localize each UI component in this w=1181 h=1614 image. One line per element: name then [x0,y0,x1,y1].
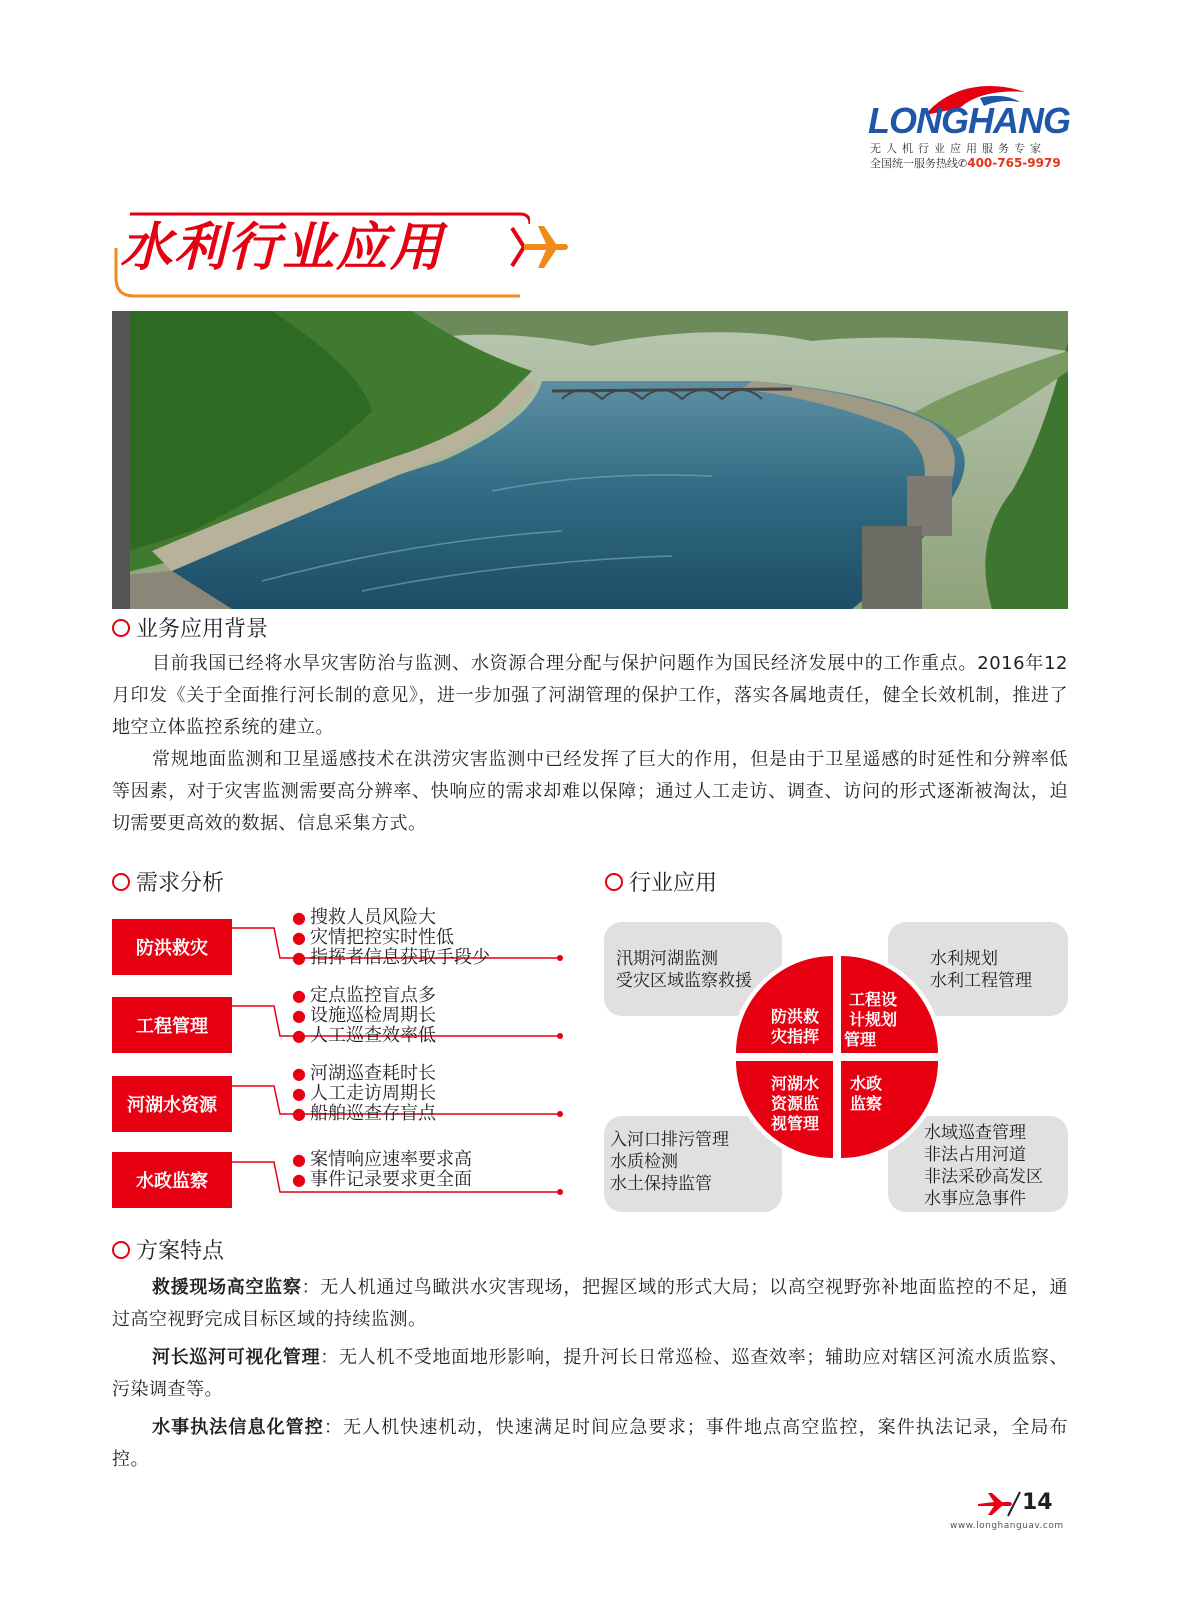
card-line: 受灾区域监察救援 [616,971,752,991]
quadrant-label-flood: 防洪救 灾指挥 [770,1007,819,1046]
section-heading-text: 方案特点 [136,1239,225,1264]
solution-item: 水事执法信息化管控：无人机快速机动，快速满足时间应急要求；事件地点高空监控，案件执法记录，全局布控。 [112,1417,1069,1470]
need-category-engineering: 工程管理 [112,997,232,1053]
card-line: 非法采砂高发区 [924,1167,1043,1187]
card-line: 水质检测 [610,1152,678,1172]
section-heading-background [112,612,268,643]
need-list-engineering [292,986,436,1046]
list-item: ● 事件记录要求更全面 [292,1169,472,1190]
brand-tagline: 无人机行业应用服务专家 [870,142,1046,155]
hero-photo-river-dam [112,311,1068,609]
phone-icon: ✆ [958,157,968,170]
circle-icon [112,873,130,891]
brand-name: LONGHANG [868,100,1070,141]
section-heading-solution [112,1234,224,1265]
solution-body [112,1272,1068,1476]
hotline [870,155,1061,171]
page-title: 水利行业应用 [120,218,445,278]
list-item: ● 人工巡查效率低 [292,1025,436,1046]
list-item: ● 河湖巡查耗时长 [292,1063,436,1084]
solution-item: 救援现场高空监察：无人机通过鸟瞰洪水灾害现场，把握区域的形式大局；以高空视野弥补地面监控的不足，通过高空视野完成目标区域的持续监测。 [112,1277,1069,1330]
list-item: ● 案情响应速率要求高 [292,1149,472,1170]
background-body [112,648,1068,840]
list-item: ● 船舶巡查存盲点 [292,1103,436,1124]
need-category-flood: 防洪救灾 [112,919,232,975]
list-item: ● 搜救人员风险大 [292,907,436,928]
quadrant-label-supervision: 水政 监察 [849,1074,882,1113]
quadrant-label-engineering: 工程设 计规划 管理 [844,990,897,1049]
hotline-label: 全国统一服务热线 [870,157,958,170]
card-line: 非法占用河道 [924,1145,1026,1165]
card-line: 水域巡查管理 [924,1123,1026,1143]
footer-airplane-icon [976,1490,1022,1518]
section-heading-text: 行业应用 [629,871,718,896]
card-line: 水土保持监管 [610,1174,712,1194]
page-number: 14 [1022,1490,1053,1515]
card-line: 水利规划 [930,949,998,969]
card-line: 水利工程管理 [930,971,1032,991]
footer-url: www.longhanguav.com [950,1521,1064,1531]
need-list-flood [292,908,490,968]
section-heading-text: 需求分析 [136,871,225,896]
paragraph: 常规地面监测和卫星遥感技术在洪涝灾害监测中已经发挥了巨大的作用，但是由于卫星遥感的时延性和分辨率低等因素，对于灾害监测需要高分辨率、快响应的需求却难以保障；通过人工走访、调查、访问的形式逐渐被淘汰，迫切需要更高效的数据、信息采集方式。 [112,749,1068,834]
airplane-icon [510,222,570,272]
list-item: ● 设施巡检周期长 [292,1005,436,1026]
hotline-number: 400-765-9979 [967,156,1061,170]
circle-icon [112,1241,130,1259]
list-item: ● 定点监控盲点多 [292,985,436,1006]
quadrant-label-water-resources: 河湖水 资源监 视管理 [770,1074,819,1133]
need-list-supervision [292,1150,472,1190]
card-line: 汛期河湖监测 [616,949,718,969]
list-item: ● 灾情把控实时性低 [292,927,454,948]
paragraph: 目前我国已经将水旱灾害防治与监测、水资源合理分配与保护问题作为国民经济发展中的工作重点。2016年12月印发《关于全面推行河长制的意见》，进一步加强了河湖管理的保护工作，落实各属地责任，健全长效机制，推进了地空立体监控系统的建立。 [112,653,1068,738]
circle-icon [112,619,130,637]
circle-icon [605,873,623,891]
list-item: ● 人工走访周期长 [292,1083,436,1104]
card-line: 入河口排污管理 [610,1130,729,1150]
section-heading-text: 业务应用背景 [136,617,269,642]
need-list-water-resources [292,1064,436,1124]
need-category-supervision: 水政监察 [112,1152,232,1208]
card-line: 水事应急事件 [924,1189,1026,1209]
need-category-water-resources: 河湖水资源 [112,1076,232,1132]
list-item: ● 指挥者信息获取手段少 [292,947,490,968]
section-heading-industry [605,866,717,897]
section-heading-needs [112,866,224,897]
solution-item: 河长巡河可视化管理：无人机不受地面地形影响，提升河长日常巡检、巡查效率；辅助应对辖区河流水质监察、污染调查等。 [112,1347,1069,1400]
